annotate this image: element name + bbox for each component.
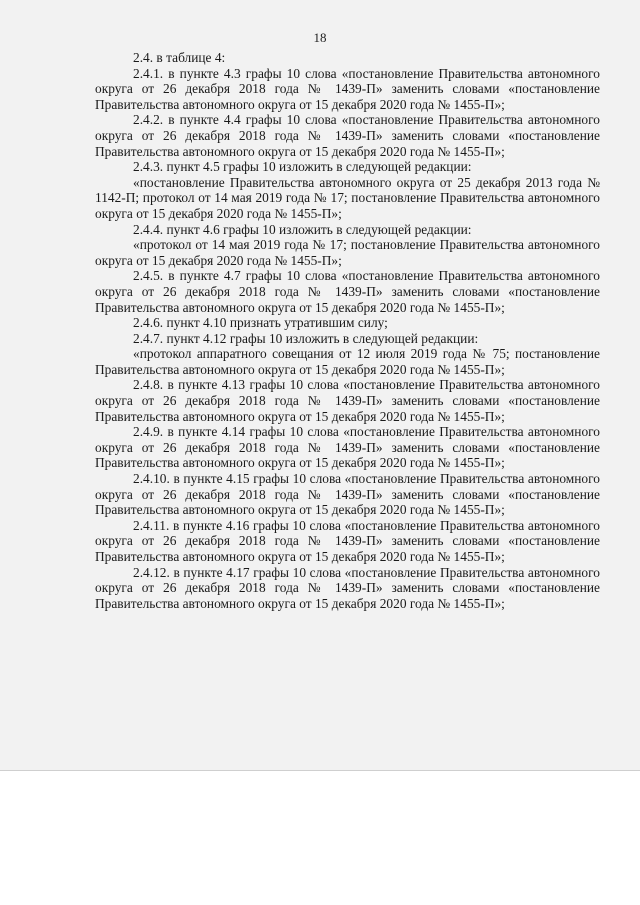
paragraph: 2.4.10. в пункте 4.15 графы 10 слова «постановление Правительства автономного округа от 26 декабря 2018 года № 1439-П» заменить словами «постановление Правительства автономного округа от 15 декабря 2020 года № 1455-П»;: [95, 471, 600, 518]
paragraph: 2.4.7. пункт 4.12 графы 10 изложить в следующей редакции:: [133, 330, 479, 346]
paragraph: 2.4.2. в пункте 4.4 графы 10 слова «постановление Правительства автономного округа от 26 декабря 2018 года № 1439-П» заменить словами «постановление Правительства автономного округа от 15 декабря 2020 года № 1455-П»;: [95, 112, 600, 159]
document-body: [95, 50, 600, 611]
paragraph: «протокол аппаратного совещания от 12 июля 2019 года № 75; постановление Правительства автономного округа от 15 декабря 2020 года № 1455-П»;: [95, 346, 600, 377]
paragraph: «постановление Правительства автономного округа от 25 декабря 2013 года № 1142-П; протокол от 14 мая 2019 года № 17; постановление Правительства автономного округа от 15 декабря 2020 года № 1455-П»;: [95, 174, 600, 221]
paragraph: 2.4. в таблице 4:: [133, 50, 226, 65]
paragraph: 2.4.1. в пункте 4.3 графы 10 слова «постановление Правительства автономного округа от 26 декабря 2018 года № 1439-П» заменить словами «постановление Правительства автономного округа от 15 декабря 2020 года № 1455-П»;: [95, 65, 600, 112]
paragraph: 2.4.11. в пункте 4.16 графы 10 слова «постановление Правительства автономного округа от 26 декабря 2018 года № 1439-П» заменить словами «постановление Правительства автономного округа от 15 декабря 2020 года № 1455-П»;: [95, 517, 600, 564]
page-number: 18: [313, 30, 327, 45]
paragraph: 2.4.9. в пункте 4.14 графы 10 слова «постановление Правительства автономного округа от 26 декабря 2018 года № 1439-П» заменить словами «постановление Правительства автономного округа от 15 декабря 2020 года № 1455-П»;: [95, 424, 600, 471]
paragraph: 2.4.12. в пункте 4.17 графы 10 слова «постановление Правительства автономного округа от 26 декабря 2018 года № 1439-П» заменить словами «постановление Правительства автономного округа от 15 декабря 2020 года № 1455-П»;: [95, 564, 600, 611]
paragraph: 2.4.8. в пункте 4.13 графы 10 слова «постановление Правительства автономного округа от 26 декабря 2018 года № 1439-П» заменить словами «постановление Правительства автономного округа от 15 декабря 2020 года № 1455-П»;: [95, 377, 600, 424]
paragraph: 2.4.4. пункт 4.6 графы 10 изложить в следующей редакции:: [133, 221, 472, 237]
paragraph: «протокол от 14 мая 2019 года № 17; постановление Правительства автономного округа от 15 декабря 2020 года № 1455-П»;: [95, 237, 600, 268]
paragraph: 2.4.6. пункт 4.10 признать утратившим силу;: [133, 315, 388, 331]
paragraph: 2.4.3. пункт 4.5 графы 10 изложить в следующей редакции:: [133, 159, 472, 175]
paragraph: 2.4.5. в пункте 4.7 графы 10 слова «постановление Правительства автономного округа от 26 декабря 2018 года № 1439-П» заменить словами «постановление Правительства автономного округа от 15 декабря 2020 года № 1455-П»;: [95, 268, 600, 315]
